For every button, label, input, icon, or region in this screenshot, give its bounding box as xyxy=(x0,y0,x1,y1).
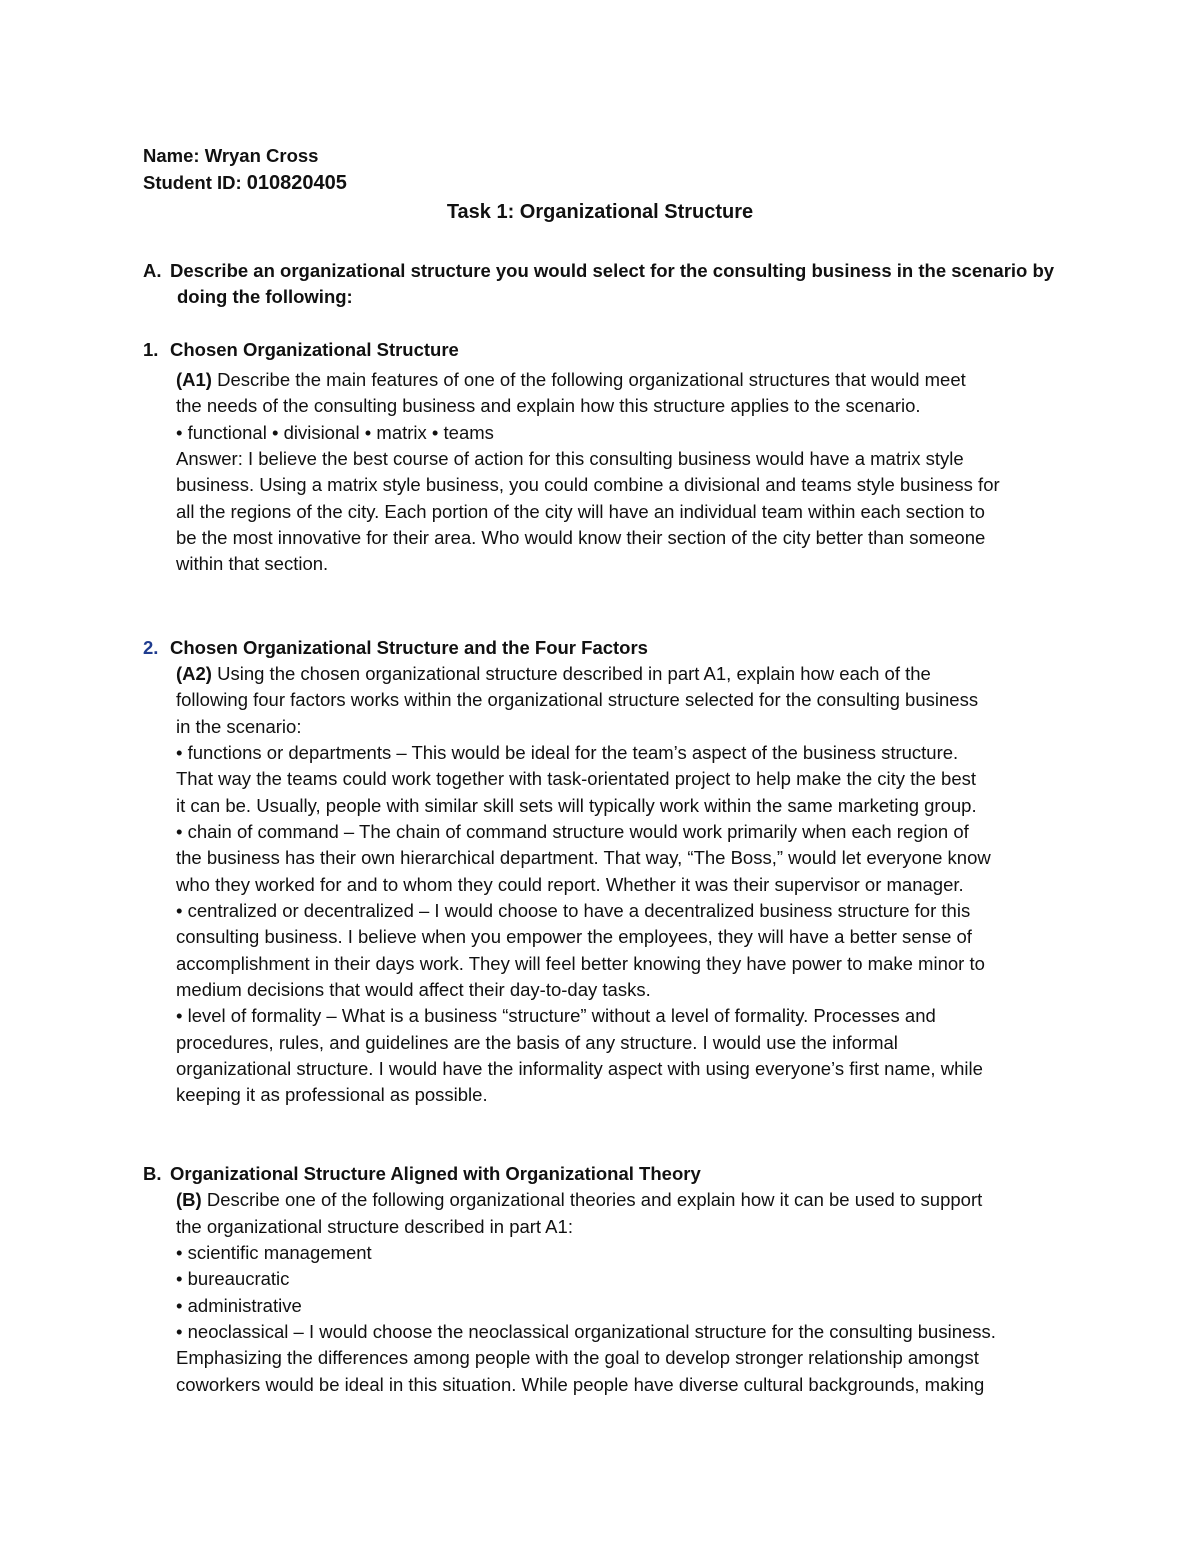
section-2-body-line: procedures, rules, and guidelines are the basis of any structure. I would use the informal xyxy=(176,1032,898,1053)
student-id-value: 010820405 xyxy=(246,172,347,194)
section-a-prompt-line: doing the following: xyxy=(177,286,353,307)
section-2-body-line: • centralized or decentralized – I would choose to have a decentralized business structure for this xyxy=(176,900,971,921)
section-b-body-line: • administrative xyxy=(176,1295,302,1316)
section-2-body-line: That way the teams could work together with task-orientated project to help make the city the best xyxy=(176,768,977,789)
section-1-number: 1. xyxy=(143,339,159,360)
section-1-body-line: all the regions of the city. Each portion of the city will have an individual team within each section to xyxy=(176,501,985,522)
student-name: Name: Wryan Cross xyxy=(143,145,319,166)
student-id-line xyxy=(143,170,347,196)
page-title: Task 1: Organizational Structure xyxy=(446,201,754,223)
section-2-body-line: it can be. Usually, people with similar skill sets will typically work within the same marketing group. xyxy=(176,795,977,816)
section-2-body-line: consulting business. I believe when you empower the employees, they will have a better sense of xyxy=(176,926,972,947)
section-2-body-line: organizational structure. I would have the informality aspect with using everyone’s first name, while xyxy=(176,1058,983,1079)
section-2-intro: Using the chosen organizational structure described in part A1, explain how each of the xyxy=(211,663,931,684)
section-b-body-line: • scientific management xyxy=(176,1242,372,1263)
section-b-body-line: Emphasizing the differences among people with the goal to develop stronger relationship amongst xyxy=(176,1347,979,1368)
section-2-body-line: accomplishment in their days work. They will feel better knowing they have power to make minor to xyxy=(176,953,985,974)
section-b-body-line: • bureaucratic xyxy=(176,1268,290,1289)
section-2-number: 2. xyxy=(143,637,159,658)
section-1-intro: Describe the main features of one of the following organizational structures that would meet xyxy=(211,369,966,390)
section-b-intro: Describe one of the following organizational theories and explain how it can be used to support xyxy=(201,1189,983,1210)
section-1-body-line: • functional • divisional • matrix • teams xyxy=(176,422,494,443)
section-2-code: (A2) xyxy=(176,663,212,684)
section-2-body-line: • level of formality – What is a business “structure” without a level of formality. Processes and xyxy=(176,1005,936,1026)
section-2-body-line: the business has their own hierarchical department. That way, “The Boss,” would let everyone know xyxy=(176,847,991,868)
section-1-body-line xyxy=(176,367,966,393)
section-b-body-line: coworkers would be ideal in this situation. While people have diverse cultural backgrounds, making xyxy=(176,1374,985,1395)
section-b-code: (B) xyxy=(176,1189,202,1210)
section-b-body-line: the organizational structure described in part A1: xyxy=(176,1216,573,1237)
section-1-body-line: business. Using a matrix style business, you could combine a divisional and teams style business for xyxy=(176,474,1000,495)
section-1-heading: Chosen Organizational Structure xyxy=(170,339,459,360)
section-a-prompt-line: Describe an organizational structure you would select for the consulting business in the scenario by xyxy=(170,260,1055,281)
section-1-body-line: the needs of the consulting business and explain how this structure applies to the scenario. xyxy=(176,395,921,416)
section-2-body-line: who they worked for and to whom they could report. Whether it was their supervisor or manager. xyxy=(176,874,964,895)
student-id-label: Student ID: xyxy=(143,172,247,193)
section-2-body-line: • chain of command – The chain of command structure would work primarily when each region of xyxy=(176,821,969,842)
section-1-body-line: Answer: I believe the best course of action for this consulting business would have a matrix style xyxy=(176,448,964,469)
section-2-body-line: in the scenario: xyxy=(176,716,302,737)
section-b-body-line xyxy=(176,1187,982,1213)
section-1-code: (A1) xyxy=(176,369,212,390)
section-2-body-line: medium decisions that would affect their day-to-day tasks. xyxy=(176,979,651,1000)
section-2-body-line: following four factors works within the organizational structure selected for the consulting business xyxy=(176,689,979,710)
section-b-body-line: • neoclassical – I would choose the neoclassical organizational structure for the consulting business. xyxy=(176,1321,996,1342)
section-a-marker: A. xyxy=(143,260,162,281)
section-1-body-line: be the most innovative for their area. Who would know their section of the city better than someone xyxy=(176,527,986,548)
section-2-body-line xyxy=(176,661,931,687)
section-1-body-line: within that section. xyxy=(176,553,329,574)
section-2-body-line: keeping it as professional as possible. xyxy=(176,1084,488,1105)
section-b-marker: B. xyxy=(143,1163,162,1184)
section-2-heading: Chosen Organizational Structure and the Four Factors xyxy=(170,637,648,658)
section-2-body-line: • functions or departments – This would be ideal for the team’s aspect of the business structure. xyxy=(176,742,959,763)
section-b-heading: Organizational Structure Aligned with Organizational Theory xyxy=(170,1163,701,1184)
